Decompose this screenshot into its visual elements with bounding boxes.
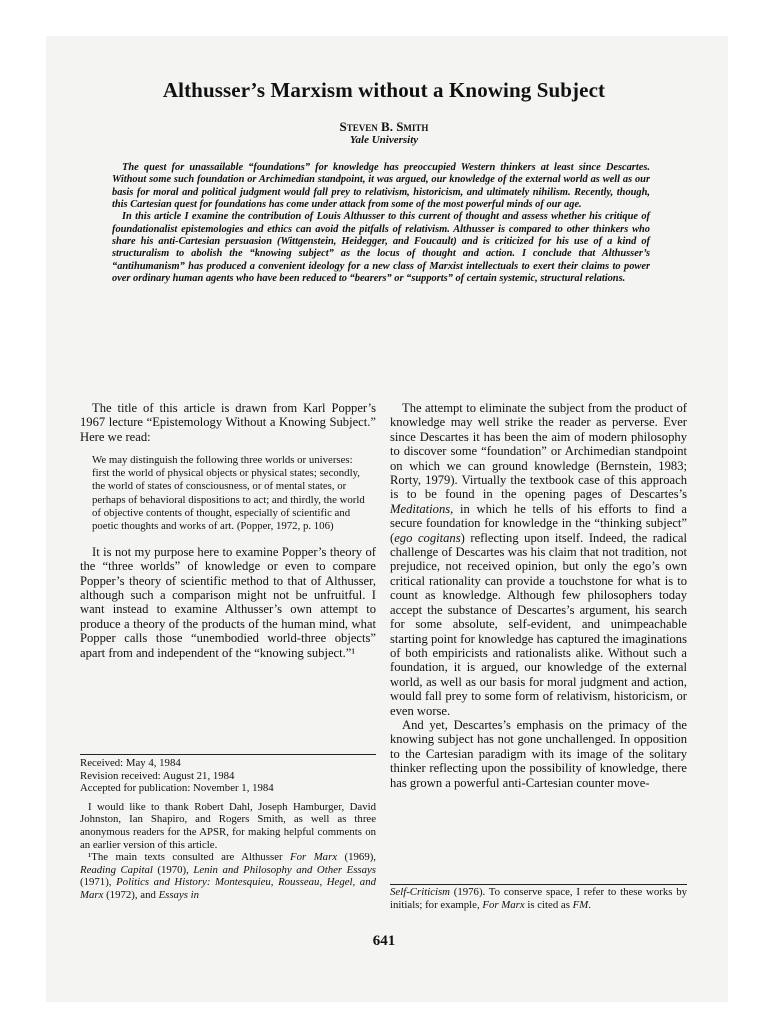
right-paragraph-1-text: in which he tells of his efforts to find a secure foundation for knowledge in the “thinking subject” ( [390,501,687,545]
left-paragraph-2: It is not my purpose here to examine Popper’s theory of the “three worlds” of knowledge or even to compare Popper’s theory of scientific method to that of Althusser, although such a comparison might not be unfruitful. I want instead to examine Althusser’s own attempt to produce a theory of the products of the human mind, what Popper calls those “unembodied world-three objects” apart from and independent of the “knowing subject.”¹ [80,544,376,660]
right-paragraph-1-text: ) reflecting upon itself. Indeed, the radical challenge of Descartes was his claim that not tradition, not prejudice, not received opinion, but only the ego’s own critical rationality can provide a touchstone for what is to count as knowledge. Although few philosophers today accept the substance of Descartes’s argument, his search for some absolute, self-evident, and unimpeachable starting point for knowledge has captured the imaginations of both empiricists and rationalists alike. Without such a foundation, it is argued, our knowledge of the external world, as well as our basis for moral judgment and action, would fall prey to some form of relativism, historicism, or even worse. [390,530,687,718]
accepted-date: Accepted for publication: November 1, 1984 [80,782,274,795]
footnote-1 [80,851,376,901]
page-number: 641 [372,933,396,949]
footnote-1-title: For Marx [290,851,338,864]
left-column [80,401,376,660]
right-paragraph-2: And yet, Descartes’s emphasis on the primacy of the knowing subject has not gone unchallenged. In opposition to the Cartesian paradigm with its image of the solitary thinker reflecting upon the possibility of knowledge, there has grown a powerful anti-Cartesian counter move- [390,717,687,790]
footnote-divider-left [80,754,376,755]
abstract [112,162,650,285]
continuation-abbreviation: FM [572,898,589,911]
abstract-paragraph-2: In this article I examine the contribution of Louis Althusser to this current of thought and assess whether his critique of foundationalist epistemologies and ethics can avoid the pitfalls of relativism. Althusser is compared to other thinkers who share his anti-Cartesian persuasion (Wittgenstein, Heidegger, and Foucault) and is criticized for his use of a kind of structuralism to abolish the “knowing subject” as the locus of thought and action. I conclude that Althusser’s “antihumanism” has produced a convenient ideology for a new class of Marxist intellectuals to exert their claims to power over ordinary human agents who have been reduced to “bearers” or “supports” of certain systemic, structural relations. [112,211,650,285]
footnote-1-title: Lenin and Philosophy and Other Essays [193,863,376,876]
acknowledgements-note: I would like to thank Robert Dahl, Joseph Hamburger, David Johnston, Ian Shapiro, and Rogers Smith, as well as three anonymous readers for the APSR, for making helpful comments on an earlier version of this article. [80,800,376,851]
continuation-title: Self-Criticism [390,886,450,898]
received-date: Received: May 4, 1984 [80,757,181,769]
footnote-1-title: Essays in [158,888,200,901]
right-column [390,401,687,790]
footnote-1-title: Politics and History: Montesquieu, Rousseau, Hegel, and Marx [80,876,377,901]
footnotes-left [80,757,376,902]
left-paragraph-1: The title of this article is drawn from Karl Popper’s 1967 lecture “Epistemology Without a Knowing Subject.” Here we read: [80,401,376,444]
continuation-title: For Marx [482,898,525,911]
article-title: Althusser’s Marxism without a Knowing Subject [162,78,606,102]
right-paragraph-1 [390,401,687,718]
footnote-1-intro: ¹The main texts consulted are Althusser [88,851,291,864]
submission-dates [80,757,376,795]
continuation-text: is cited as [524,898,573,911]
footnote-1-text: (1971), [80,876,117,889]
continuation-text: (1976). To conserve space, I refer to these works by initials; for example, [390,886,687,911]
footnote-1-title: Reading Capital [80,863,153,876]
footnote-1-text: (1970), [152,863,194,876]
footnote-continuation [390,886,687,911]
revision-date: Revision received: August 21, 1984 [80,769,235,782]
footnote-1-text: (1972), and [103,888,159,901]
ego-cogitans-term: ego cogitans [394,530,461,545]
right-paragraph-1-text: The attempt to eliminate the subject from the product of knowledge may well strike the reader as perverse. Ever since Descartes it has been the aim of modern philosophy to discover some “foundation” or Archimedian standpoint on which we can ground knowledge (Bernstein, 1983; Rorty, 1979). Virtually the textbook case of this approach is to be found in the opening pages of Descartes’s [390,401,687,502]
author-affiliation: Yale University [349,134,419,146]
author-name: Steven B. Smith [339,119,429,134]
footnote-divider-right [390,884,687,885]
abstract-paragraph-1: The quest for unassailable “foundations” for knowledge has preoccupied Western thinkers at least since Descartes. Without some such foundation or Archimedian standpoint, it was argued, our knowledge of the external world as well as our basis for moral and political judgment would fall prey to relativism, historicism, and ultimately nihilism. Recently, though, this Cartesian quest for foundations has come under attack from some of the most powerful minds of our age. [112,162,650,211]
popper-block-quote: We may distinguish the following three worlds or universes: first the world of physical objects or physical states; secondly, the world of states of consciousness, or of mental states, or perhaps of behavioral dispositions to act; and thirdly, the world of objective contents of thought, especially of scientific and poetic thoughts and works of art. (Popper, 1972, p. 106) [92,454,365,532]
footnote-1-text: (1969), [337,851,377,864]
continuation-text: . [588,898,591,911]
meditations-title: Meditations, [390,501,454,516]
